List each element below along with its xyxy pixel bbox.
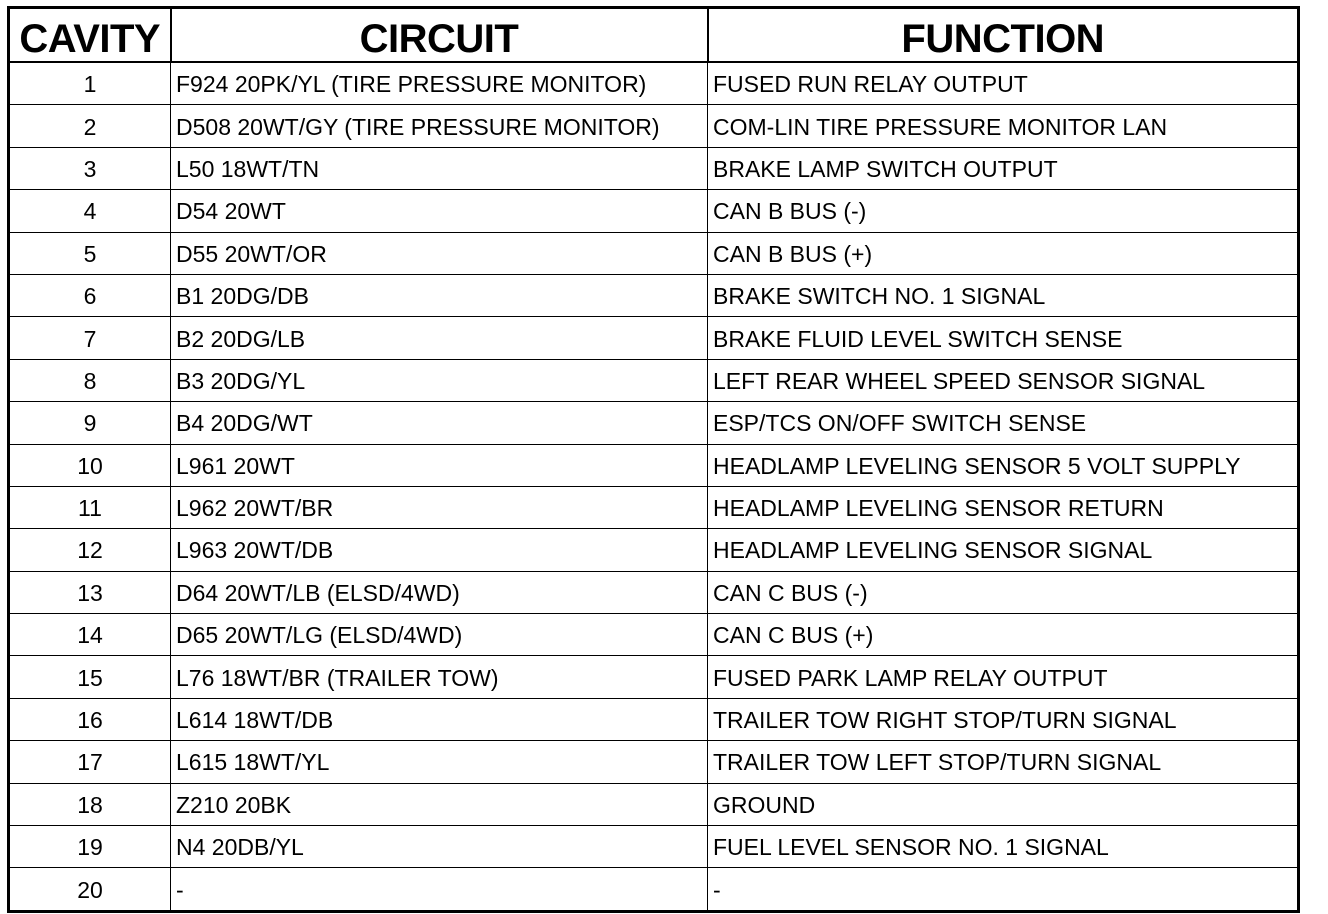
circuit-cell: B2 20DG/LB [171, 317, 708, 359]
function-cell: CAN C BUS (+) [708, 614, 1299, 656]
table-row [9, 741, 1299, 783]
cavity-cell: 20 [9, 868, 171, 911]
function-cell: HEADLAMP LEVELING SENSOR RETURN [708, 486, 1299, 528]
table-row [9, 147, 1299, 189]
cavity-cell: 10 [9, 444, 171, 486]
table-row [9, 62, 1299, 105]
header-row [9, 8, 1299, 63]
circuit-cell: B3 20DG/YL [171, 359, 708, 401]
table-row [9, 105, 1299, 147]
table-row [9, 868, 1299, 911]
circuit-cell: L50 18WT/TN [171, 147, 708, 189]
cavity-cell: 6 [9, 274, 171, 316]
cavity-cell: 2 [9, 105, 171, 147]
circuit-cell: D54 20WT [171, 190, 708, 232]
cavity-cell: 3 [9, 147, 171, 189]
cavity-cell: 16 [9, 698, 171, 740]
cavity-cell: 18 [9, 783, 171, 825]
cavity-cell: 1 [9, 62, 171, 105]
table-row [9, 656, 1299, 698]
function-cell: LEFT REAR WHEEL SPEED SENSOR SIGNAL [708, 359, 1299, 401]
circuit-cell: L615 18WT/YL [171, 741, 708, 783]
circuit-cell: L76 18WT/BR (TRAILER TOW) [171, 656, 708, 698]
cavity-cell: 7 [9, 317, 171, 359]
cavity-cell: 11 [9, 486, 171, 528]
cavity-cell: 9 [9, 402, 171, 444]
circuit-cell: Z210 20BK [171, 783, 708, 825]
circuit-cell: - [171, 868, 708, 911]
table-row [9, 826, 1299, 868]
connector-pinout-table [7, 6, 1300, 913]
function-cell: CAN B BUS (-) [708, 190, 1299, 232]
function-cell: TRAILER TOW LEFT STOP/TURN SIGNAL [708, 741, 1299, 783]
cavity-cell: 15 [9, 656, 171, 698]
table-row [9, 402, 1299, 444]
circuit-cell: N4 20DB/YL [171, 826, 708, 868]
function-cell: TRAILER TOW RIGHT STOP/TURN SIGNAL [708, 698, 1299, 740]
cavity-cell: 14 [9, 614, 171, 656]
circuit-cell: D508 20WT/GY (TIRE PRESSURE MONITOR) [171, 105, 708, 147]
circuit-cell: D64 20WT/LB (ELSD/4WD) [171, 571, 708, 613]
table-row [9, 529, 1299, 571]
table-row [9, 444, 1299, 486]
function-cell: BRAKE LAMP SWITCH OUTPUT [708, 147, 1299, 189]
circuit-cell: L962 20WT/BR [171, 486, 708, 528]
header-function: FUNCTION [708, 8, 1299, 63]
function-cell: FUEL LEVEL SENSOR NO. 1 SIGNAL [708, 826, 1299, 868]
circuit-cell: B4 20DG/WT [171, 402, 708, 444]
function-cell: CAN B BUS (+) [708, 232, 1299, 274]
cavity-cell: 12 [9, 529, 171, 571]
circuit-cell: L963 20WT/DB [171, 529, 708, 571]
function-cell: HEADLAMP LEVELING SENSOR 5 VOLT SUPPLY [708, 444, 1299, 486]
circuit-cell: F924 20PK/YL (TIRE PRESSURE MONITOR) [171, 62, 708, 105]
table-header [9, 8, 1299, 63]
table-row [9, 783, 1299, 825]
function-cell: BRAKE FLUID LEVEL SWITCH SENSE [708, 317, 1299, 359]
circuit-cell: L961 20WT [171, 444, 708, 486]
function-cell: FUSED PARK LAMP RELAY OUTPUT [708, 656, 1299, 698]
table-body [9, 62, 1299, 911]
cavity-cell: 17 [9, 741, 171, 783]
table-row [9, 317, 1299, 359]
circuit-cell: L614 18WT/DB [171, 698, 708, 740]
table-row [9, 359, 1299, 401]
circuit-cell: D65 20WT/LG (ELSD/4WD) [171, 614, 708, 656]
header-circuit: CIRCUIT [171, 8, 708, 63]
function-cell: CAN C BUS (-) [708, 571, 1299, 613]
function-cell: BRAKE SWITCH NO. 1 SIGNAL [708, 274, 1299, 316]
circuit-cell: B1 20DG/DB [171, 274, 708, 316]
table-row [9, 698, 1299, 740]
cavity-cell: 8 [9, 359, 171, 401]
function-cell: FUSED RUN RELAY OUTPUT [708, 62, 1299, 105]
header-cavity: CAVITY [9, 8, 171, 63]
table-row [9, 486, 1299, 528]
table-row [9, 232, 1299, 274]
function-cell: COM-LIN TIRE PRESSURE MONITOR LAN [708, 105, 1299, 147]
table-row [9, 571, 1299, 613]
table-row [9, 614, 1299, 656]
circuit-cell: D55 20WT/OR [171, 232, 708, 274]
table-row [9, 190, 1299, 232]
cavity-cell: 4 [9, 190, 171, 232]
function-cell: ESP/TCS ON/OFF SWITCH SENSE [708, 402, 1299, 444]
function-cell: HEADLAMP LEVELING SENSOR SIGNAL [708, 529, 1299, 571]
cavity-cell: 5 [9, 232, 171, 274]
function-cell: - [708, 868, 1299, 911]
table-row [9, 274, 1299, 316]
function-cell: GROUND [708, 783, 1299, 825]
cavity-cell: 19 [9, 826, 171, 868]
cavity-cell: 13 [9, 571, 171, 613]
